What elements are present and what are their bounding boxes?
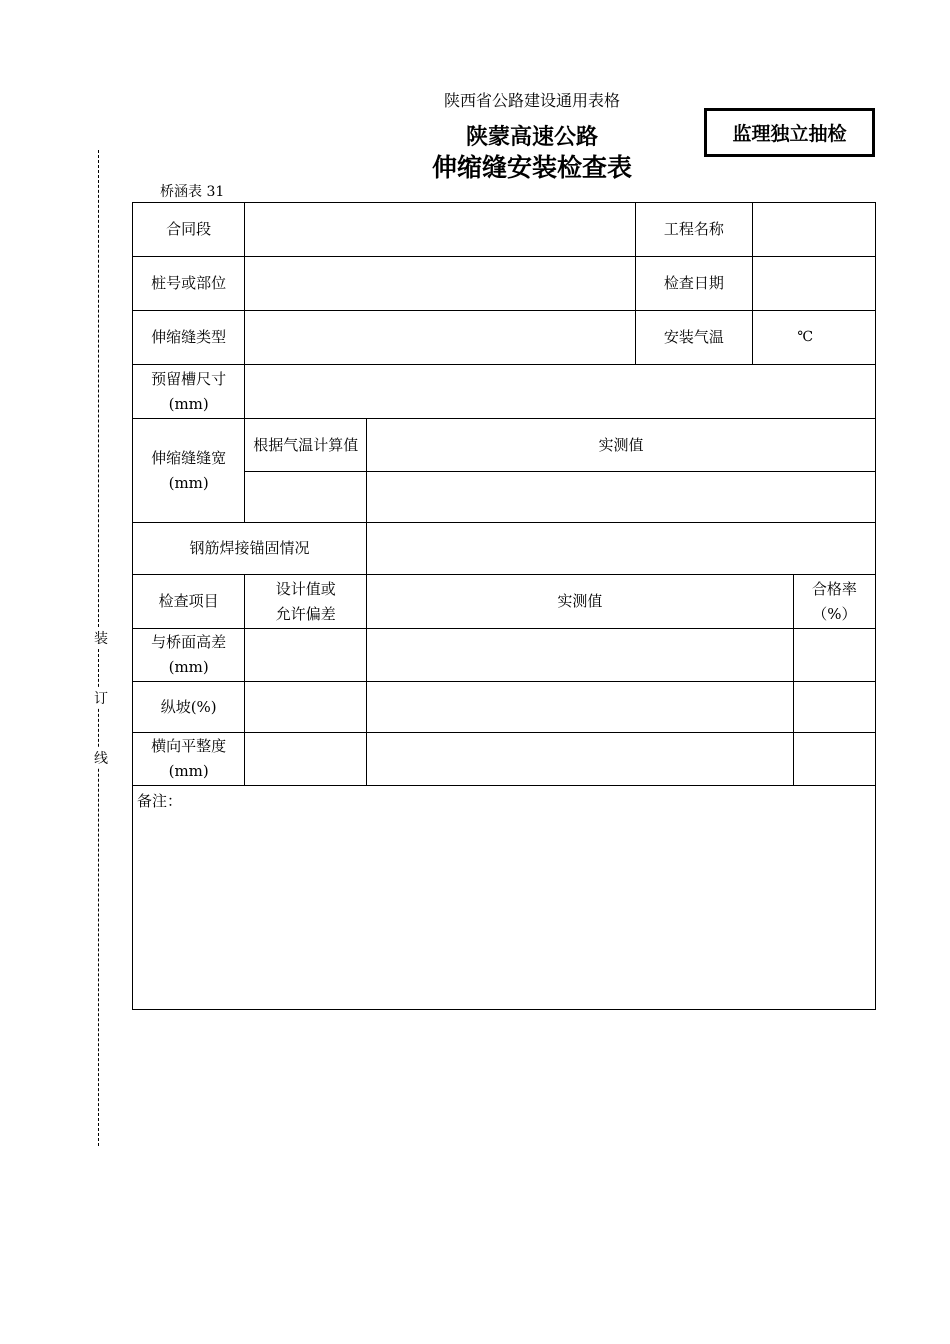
pass-rate-field[interactable] [793,629,875,682]
row-transverse-flatness [133,733,876,786]
joint-type-label: 伸缩缝类型 [133,311,245,365]
binding-char-ding: 订 [93,688,109,708]
inspection-date-field[interactable] [753,257,876,311]
form-title: 伸缩缝安装检查表 [431,153,632,182]
design-value-line2: 允许偏差 [275,604,336,623]
row-contract [133,203,876,257]
measured-label: 实测值 [367,419,876,472]
design-value-label [245,575,367,629]
pass-rate-field[interactable] [793,733,875,786]
joint-width-unit: (mm) [168,473,209,492]
row-longitudinal-slope [133,682,876,733]
design-value-field[interactable] [245,682,367,733]
joint-width-label [133,419,245,523]
row-check-header [133,575,876,629]
pass-rate-line1: 合格率 [811,579,857,598]
pass-rate-field[interactable] [793,682,875,733]
groove-size-label-text: 预留槽尺寸 [151,369,227,388]
inspection-date-label: 检查日期 [635,257,753,311]
groove-size-field[interactable] [245,365,876,419]
rebar-weld-label: 钢筋焊接锚固情况 [133,523,367,575]
install-temp-label: 安装气温 [635,311,753,365]
measured-col-label: 实测值 [367,575,794,629]
check-item-line1: 横向平整度 [151,737,227,755]
station-label: 桩号或部位 [133,257,245,311]
design-value-line1: 设计值或 [275,579,336,598]
binding-char-xian: 线 [93,748,109,768]
pass-rate-label [793,575,875,629]
calc-by-temp-field[interactable] [245,472,367,523]
groove-size-unit: (mm) [168,394,209,413]
measured-value-field[interactable] [367,733,794,786]
contract-section-label: 合同段 [133,203,245,257]
form-code: 桥涵表 31 [160,184,225,200]
joint-width-label-text: 伸缩缝缝宽 [151,448,227,467]
groove-size-label [133,365,245,419]
design-value-field[interactable] [245,733,367,786]
row-station [133,257,876,311]
check-item-label: 检查项目 [133,575,245,629]
supervision-stamp: 监理独立抽检 [704,108,875,157]
binding-dashed-line [98,150,99,1146]
measured-value-field[interactable] [367,682,794,733]
check-item-name [133,733,245,786]
measured-width-field[interactable] [367,472,876,523]
remarks-label: 备注： [137,792,183,810]
row-joint-width-header [133,419,876,472]
joint-type-field[interactable] [245,311,635,365]
calc-by-temp-label: 根据气温计算值 [245,419,367,472]
project-name: 陕蒙高速公路 [465,125,598,150]
contract-section-field[interactable] [245,203,635,257]
row-rebar-weld [133,523,876,575]
design-value-field[interactable] [245,629,367,682]
check-item-line2: (mm) [168,762,209,780]
row-groove-size [133,365,876,419]
org-line: 陕西省公路建设通用表格 [443,91,620,110]
row-remarks [133,786,876,1010]
install-temp-field[interactable]: ℃ [753,311,876,365]
check-item-line1: 纵坡(%) [160,697,217,716]
inspection-form-table [132,202,876,1010]
check-item-name [133,629,245,682]
row-joint-width-values [133,472,876,523]
check-item-line2: (mm) [168,658,209,676]
project-name-label: 工程名称 [635,203,753,257]
pass-rate-line2: （%） [812,604,857,623]
row-joint-type [133,311,876,365]
rebar-weld-field[interactable] [367,523,876,575]
row-height-diff [133,629,876,682]
station-field[interactable] [245,257,635,311]
check-item-line1: 与桥面高差 [151,633,227,651]
binding-char-zhuang: 装 [93,628,109,648]
check-item-name [133,682,245,733]
project-name-field[interactable] [753,203,876,257]
measured-value-field[interactable] [367,629,794,682]
remarks-field[interactable] [133,786,876,1010]
